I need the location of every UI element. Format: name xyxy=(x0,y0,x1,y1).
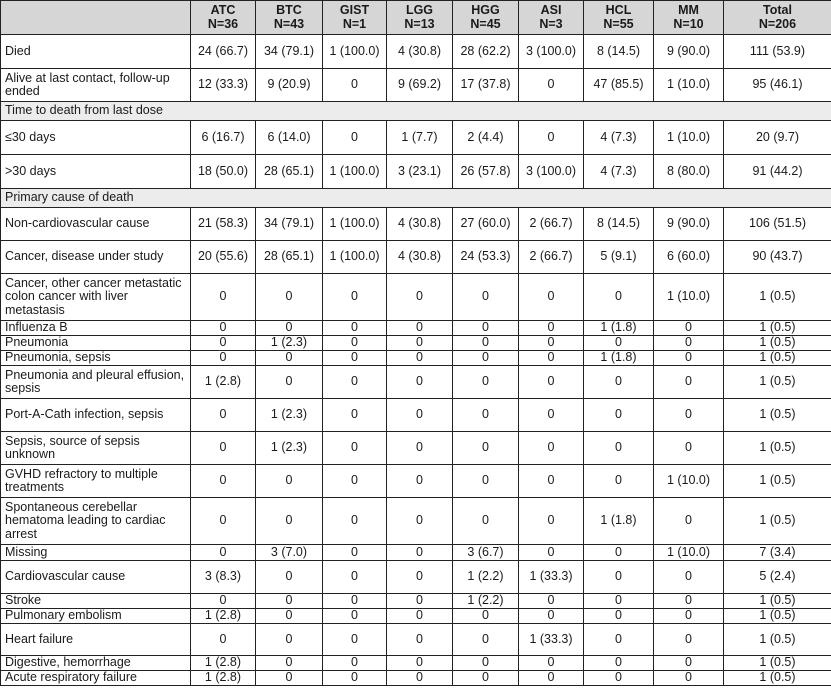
value-cell: 1 (0.5) xyxy=(724,336,831,351)
value-cell: 2 (66.7) xyxy=(519,241,584,274)
header-name: HCL xyxy=(605,3,632,17)
header-name: ASI xyxy=(540,3,562,17)
table-row xyxy=(1,274,831,321)
value-cell: 9 (20.9) xyxy=(256,69,323,102)
value-cell: 24 (53.3) xyxy=(453,241,519,274)
value-cell: 0 xyxy=(323,498,387,545)
value-cell: 0 xyxy=(323,399,387,432)
value-cell: 0 xyxy=(387,336,453,351)
value-cell: 0 xyxy=(654,432,724,465)
value-cell: 20 (9.7) xyxy=(724,121,831,155)
value-cell: 0 xyxy=(191,351,256,366)
value-cell: 0 xyxy=(323,561,387,594)
header-n: N=45 xyxy=(470,16,501,31)
value-cell: 0 xyxy=(191,336,256,351)
value-cell: 0 xyxy=(256,321,323,336)
header-n: N=36 xyxy=(207,16,239,31)
value-cell: 3 (8.3) xyxy=(191,561,256,594)
table-row xyxy=(1,208,831,241)
value-cell: 1 (0.5) xyxy=(724,465,831,498)
value-cell: 111 (53.9) xyxy=(724,35,831,69)
value-cell: 0 xyxy=(584,671,654,686)
value-cell: 3 (23.1) xyxy=(387,155,453,189)
value-cell: 0 xyxy=(654,671,724,686)
table-body xyxy=(1,35,831,686)
value-cell: 1 (33.3) xyxy=(519,624,584,656)
table-row xyxy=(1,624,831,656)
row-label: Digestive, hemorrhage xyxy=(1,656,191,671)
section-row xyxy=(1,189,831,208)
value-cell: 0 xyxy=(584,561,654,594)
value-cell: 0 xyxy=(519,594,584,609)
value-cell: 0 xyxy=(323,545,387,561)
value-cell: 1 (2.8) xyxy=(191,656,256,671)
section-label: Time to death from last dose xyxy=(1,102,831,121)
table-row xyxy=(1,336,831,351)
value-cell: 18 (50.0) xyxy=(191,155,256,189)
value-cell: 0 xyxy=(387,609,453,624)
table-row xyxy=(1,351,831,366)
table-row xyxy=(1,399,831,432)
value-cell: 0 xyxy=(256,465,323,498)
value-cell: 9 (90.0) xyxy=(654,208,724,241)
value-cell: 0 xyxy=(323,656,387,671)
table-row xyxy=(1,121,831,155)
value-cell: 0 xyxy=(654,624,724,656)
value-cell: 0 xyxy=(256,656,323,671)
value-cell: 28 (65.1) xyxy=(256,241,323,274)
header-cell xyxy=(519,1,584,35)
header-name: LGG xyxy=(405,3,434,17)
row-label: GVHD refractory to multiple treatments xyxy=(1,465,191,498)
value-cell: 6 (14.0) xyxy=(256,121,323,155)
value-cell: 1 (7.7) xyxy=(387,121,453,155)
value-cell: 27 (60.0) xyxy=(453,208,519,241)
value-cell: 4 (7.3) xyxy=(584,155,654,189)
value-cell: 0 xyxy=(323,351,387,366)
value-cell: 1 (2.2) xyxy=(453,561,519,594)
row-label: Cardiovascular cause xyxy=(1,561,191,594)
value-cell: 91 (44.2) xyxy=(724,155,831,189)
value-cell: 0 xyxy=(323,321,387,336)
value-cell: 0 xyxy=(256,624,323,656)
value-cell: 0 xyxy=(323,366,387,399)
value-cell: 0 xyxy=(519,432,584,465)
value-cell: 0 xyxy=(519,321,584,336)
value-cell: 0 xyxy=(654,366,724,399)
value-cell: 4 (7.3) xyxy=(584,121,654,155)
value-cell: 24 (66.7) xyxy=(191,35,256,69)
value-cell: 0 xyxy=(191,432,256,465)
value-cell: 1 (2.8) xyxy=(191,671,256,686)
value-cell: 0 xyxy=(584,545,654,561)
value-cell: 28 (65.1) xyxy=(256,155,323,189)
value-cell: 0 xyxy=(256,498,323,545)
value-cell: 0 xyxy=(519,69,584,102)
value-cell: 1 (2.3) xyxy=(256,432,323,465)
value-cell: 34 (79.1) xyxy=(256,35,323,69)
value-cell: 0 xyxy=(453,465,519,498)
value-cell: 0 xyxy=(584,366,654,399)
table-row xyxy=(1,545,831,561)
table-row xyxy=(1,432,831,465)
value-cell: 0 xyxy=(584,594,654,609)
value-cell: 0 xyxy=(191,498,256,545)
value-cell: 0 xyxy=(654,609,724,624)
table-row xyxy=(1,321,831,336)
header-cell xyxy=(387,1,453,35)
value-cell: 0 xyxy=(519,121,584,155)
value-cell: 1 (10.0) xyxy=(654,121,724,155)
value-cell: 1 (0.5) xyxy=(724,366,831,399)
value-cell: 0 xyxy=(519,351,584,366)
value-cell: 0 xyxy=(654,498,724,545)
value-cell: 0 xyxy=(584,336,654,351)
value-cell: 2 (4.4) xyxy=(453,121,519,155)
value-cell: 9 (69.2) xyxy=(387,69,453,102)
value-cell: 0 xyxy=(256,366,323,399)
value-cell: 1 (100.0) xyxy=(323,35,387,69)
value-cell: 0 xyxy=(584,609,654,624)
table-row xyxy=(1,671,831,686)
value-cell: 0 xyxy=(519,671,584,686)
value-cell: 0 xyxy=(584,624,654,656)
value-cell: 1 (100.0) xyxy=(323,208,387,241)
value-cell: 4 (30.8) xyxy=(387,35,453,69)
row-label: Cancer, other cancer metastatic colon cancer with liver metastasis xyxy=(1,274,191,321)
value-cell: 3 (6.7) xyxy=(453,545,519,561)
value-cell: 0 xyxy=(387,671,453,686)
header-cell xyxy=(256,1,323,35)
row-label: Pneumonia and pleural effusion, sepsis xyxy=(1,366,191,399)
header-n: N=1 xyxy=(342,16,367,31)
value-cell: 1 (10.0) xyxy=(654,69,724,102)
header-cell xyxy=(724,1,831,35)
header-n: N=43 xyxy=(273,16,305,31)
value-cell: 0 xyxy=(584,399,654,432)
value-cell: 0 xyxy=(654,351,724,366)
section-label: Primary cause of death xyxy=(1,189,831,208)
value-cell: 0 xyxy=(519,656,584,671)
value-cell: 0 xyxy=(519,545,584,561)
row-label: Stroke xyxy=(1,594,191,609)
value-cell: 0 xyxy=(323,274,387,321)
value-cell: 8 (14.5) xyxy=(584,35,654,69)
value-cell: 0 xyxy=(387,351,453,366)
row-label: Missing xyxy=(1,545,191,561)
value-cell: 0 xyxy=(323,121,387,155)
value-cell: 0 xyxy=(191,594,256,609)
value-cell: 0 xyxy=(654,561,724,594)
section-row xyxy=(1,102,831,121)
value-cell: 1 (2.8) xyxy=(191,366,256,399)
value-cell: 1 (0.5) xyxy=(724,399,831,432)
value-cell: 0 xyxy=(387,321,453,336)
value-cell: 0 xyxy=(453,336,519,351)
value-cell: 0 xyxy=(191,624,256,656)
table-row xyxy=(1,498,831,545)
value-cell: 0 xyxy=(387,465,453,498)
table-row xyxy=(1,656,831,671)
value-cell: 20 (55.6) xyxy=(191,241,256,274)
value-cell: 0 xyxy=(654,399,724,432)
value-cell: 0 xyxy=(323,624,387,656)
value-cell: 0 xyxy=(519,274,584,321)
value-cell: 0 xyxy=(519,465,584,498)
value-cell: 1 (0.5) xyxy=(724,321,831,336)
value-cell: 17 (37.8) xyxy=(453,69,519,102)
table-row xyxy=(1,465,831,498)
row-label: Acute respiratory failure xyxy=(1,671,191,686)
value-cell: 0 xyxy=(387,545,453,561)
header-name: BTC xyxy=(276,3,302,17)
value-cell: 1 (0.5) xyxy=(724,671,831,686)
header-cell xyxy=(1,1,191,35)
header-n: N=3 xyxy=(539,16,563,31)
header-n: N=13 xyxy=(404,16,435,31)
header-n: N=10 xyxy=(673,16,704,31)
value-cell: 7 (3.4) xyxy=(724,545,831,561)
value-cell: 0 xyxy=(453,366,519,399)
value-cell: 0 xyxy=(453,671,519,686)
value-cell: 1 (0.5) xyxy=(724,498,831,545)
value-cell: 28 (62.2) xyxy=(453,35,519,69)
value-cell: 0 xyxy=(191,274,256,321)
value-cell: 1 (10.0) xyxy=(654,274,724,321)
value-cell: 6 (60.0) xyxy=(654,241,724,274)
value-cell: 2 (66.7) xyxy=(519,208,584,241)
header-cell xyxy=(323,1,387,35)
value-cell: 0 xyxy=(519,399,584,432)
value-cell: 5 (2.4) xyxy=(724,561,831,594)
header-cell xyxy=(453,1,519,35)
value-cell: 0 xyxy=(256,609,323,624)
table-row xyxy=(1,69,831,102)
value-cell: 0 xyxy=(191,399,256,432)
header-row xyxy=(1,1,831,35)
value-cell: 1 (10.0) xyxy=(654,545,724,561)
header-name: HGG xyxy=(471,3,500,17)
table-row xyxy=(1,561,831,594)
value-cell: 21 (58.3) xyxy=(191,208,256,241)
value-cell: 0 xyxy=(453,274,519,321)
value-cell: 0 xyxy=(453,609,519,624)
value-cell: 26 (57.8) xyxy=(453,155,519,189)
table-row xyxy=(1,35,831,69)
value-cell: 0 xyxy=(584,656,654,671)
table-row xyxy=(1,155,831,189)
value-cell: 0 xyxy=(323,594,387,609)
value-cell: 0 xyxy=(387,432,453,465)
value-cell: 0 xyxy=(191,465,256,498)
value-cell: 1 (100.0) xyxy=(323,155,387,189)
header-name: GIST xyxy=(339,3,370,17)
value-cell: 1 (2.2) xyxy=(453,594,519,609)
table-row xyxy=(1,609,831,624)
value-cell: 0 xyxy=(323,69,387,102)
value-cell: 0 xyxy=(519,366,584,399)
value-cell: 95 (46.1) xyxy=(724,69,831,102)
row-label: Heart failure xyxy=(1,624,191,656)
value-cell: 0 xyxy=(387,656,453,671)
value-cell: 1 (1.8) xyxy=(584,321,654,336)
header-name: Total xyxy=(763,3,792,17)
value-cell: 0 xyxy=(323,671,387,686)
value-cell: 1 (2.8) xyxy=(191,609,256,624)
value-cell: 0 xyxy=(453,351,519,366)
value-cell: 0 xyxy=(256,594,323,609)
header-cell xyxy=(584,1,654,35)
header-n: N=206 xyxy=(758,16,797,31)
value-cell: 0 xyxy=(387,399,453,432)
value-cell: 0 xyxy=(191,321,256,336)
value-cell: 6 (16.7) xyxy=(191,121,256,155)
value-cell: 1 (10.0) xyxy=(654,465,724,498)
value-cell: 0 xyxy=(453,432,519,465)
row-label: Alive at last contact, follow-up ended xyxy=(1,69,191,102)
value-cell: 0 xyxy=(519,336,584,351)
value-cell: 0 xyxy=(519,498,584,545)
value-cell: 0 xyxy=(387,624,453,656)
value-cell: 0 xyxy=(453,624,519,656)
value-cell: 1 (2.3) xyxy=(256,336,323,351)
header-name: MM xyxy=(678,3,699,17)
header-name: ATC xyxy=(210,3,236,17)
value-cell: 0 xyxy=(323,465,387,498)
value-cell: 4 (30.8) xyxy=(387,241,453,274)
value-cell: 1 (0.5) xyxy=(724,432,831,465)
row-label: Non-cardiovascular cause xyxy=(1,208,191,241)
table-row xyxy=(1,594,831,609)
value-cell: 0 xyxy=(323,336,387,351)
value-cell: 0 xyxy=(453,399,519,432)
row-label: Pneumonia, sepsis xyxy=(1,351,191,366)
value-cell: 0 xyxy=(191,545,256,561)
row-label: Cancer, disease under study xyxy=(1,241,191,274)
value-cell: 34 (79.1) xyxy=(256,208,323,241)
value-cell: 1 (0.5) xyxy=(724,274,831,321)
row-label: Died xyxy=(1,35,191,69)
value-cell: 4 (30.8) xyxy=(387,208,453,241)
value-cell: 0 xyxy=(654,594,724,609)
value-cell: 0 xyxy=(387,561,453,594)
row-label: Pneumonia xyxy=(1,336,191,351)
value-cell: 0 xyxy=(256,351,323,366)
value-cell: 106 (51.5) xyxy=(724,208,831,241)
value-cell: 1 (0.5) xyxy=(724,624,831,656)
value-cell: 5 (9.1) xyxy=(584,241,654,274)
value-cell: 1 (2.3) xyxy=(256,399,323,432)
row-label: ≤30 days xyxy=(1,121,191,155)
header-n: N=55 xyxy=(603,16,634,31)
value-cell: 0 xyxy=(256,274,323,321)
value-cell: 9 (90.0) xyxy=(654,35,724,69)
value-cell: 0 xyxy=(453,656,519,671)
header-cell xyxy=(654,1,724,35)
value-cell: 0 xyxy=(256,561,323,594)
row-label: Port-A-Cath infection, sepsis xyxy=(1,399,191,432)
value-cell: 0 xyxy=(654,321,724,336)
value-cell: 1 (0.5) xyxy=(724,609,831,624)
value-cell: 0 xyxy=(584,274,654,321)
value-cell: 0 xyxy=(584,465,654,498)
row-label: Influenza B xyxy=(1,321,191,336)
value-cell: 0 xyxy=(453,498,519,545)
header-cell xyxy=(191,1,256,35)
value-cell: 0 xyxy=(323,432,387,465)
value-cell: 3 (100.0) xyxy=(519,155,584,189)
value-cell: 12 (33.3) xyxy=(191,69,256,102)
value-cell: 0 xyxy=(387,274,453,321)
value-cell: 0 xyxy=(584,432,654,465)
value-cell: 1 (0.5) xyxy=(724,594,831,609)
value-cell: 1 (0.5) xyxy=(724,351,831,366)
value-cell: 1 (0.5) xyxy=(724,656,831,671)
value-cell: 47 (85.5) xyxy=(584,69,654,102)
value-cell: 0 xyxy=(453,321,519,336)
table-row xyxy=(1,241,831,274)
value-cell: 0 xyxy=(323,609,387,624)
value-cell: 3 (100.0) xyxy=(519,35,584,69)
value-cell: 0 xyxy=(519,609,584,624)
value-cell: 0 xyxy=(387,366,453,399)
value-cell: 8 (14.5) xyxy=(584,208,654,241)
row-label: Sepsis, source of sepsis unknown xyxy=(1,432,191,465)
value-cell: 8 (80.0) xyxy=(654,155,724,189)
row-label: >30 days xyxy=(1,155,191,189)
value-cell: 1 (1.8) xyxy=(584,351,654,366)
value-cell: 0 xyxy=(387,594,453,609)
value-cell: 1 (33.3) xyxy=(519,561,584,594)
value-cell: 0 xyxy=(387,498,453,545)
value-cell: 90 (43.7) xyxy=(724,241,831,274)
value-cell: 1 (100.0) xyxy=(323,241,387,274)
value-cell: 0 xyxy=(654,336,724,351)
table-row xyxy=(1,366,831,399)
value-cell: 0 xyxy=(654,656,724,671)
value-cell: 3 (7.0) xyxy=(256,545,323,561)
value-cell: 1 (1.8) xyxy=(584,498,654,545)
row-label: Pulmonary embolism xyxy=(1,609,191,624)
value-cell: 0 xyxy=(256,671,323,686)
row-label: Spontaneous cerebellar hematoma leading to cardiac arrest xyxy=(1,498,191,545)
